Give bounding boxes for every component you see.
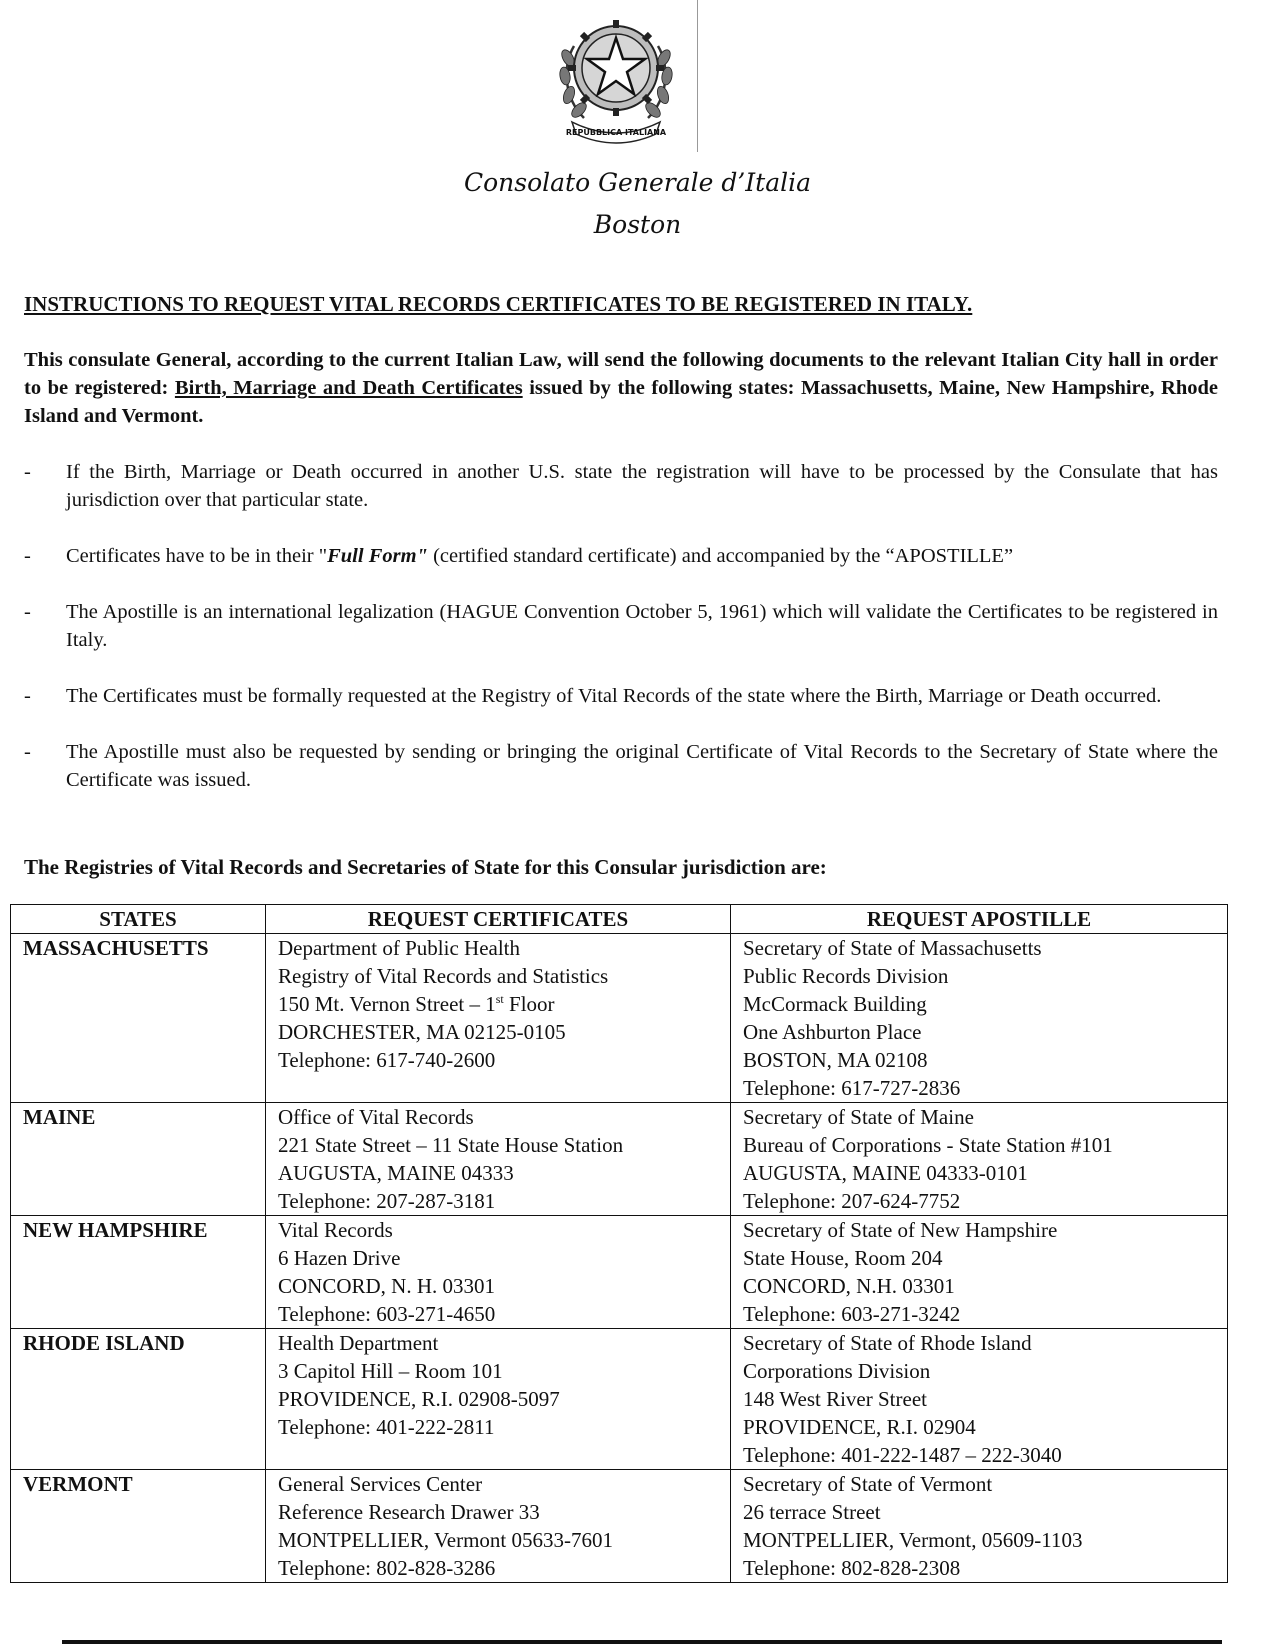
apostille-cell: Secretary of State of New Hampshire State House, Room 204 CONCORD, N.H. 03301 Telephone: 603-271-3242: [731, 1216, 1228, 1329]
certificate-cell: Health Department 3 Capitol Hill – Room 101 PROVIDENCE, R.I. 02908-5097 Telephone: 401-222-2811: [266, 1329, 731, 1470]
certificate-cell: General Services Center Reference Research Drawer 33 MONTPELLIER, Vermont 05633-7601 Telephone: 802-828-3286: [266, 1470, 731, 1583]
header-request-apostille: REQUEST APOSTILLE: [731, 905, 1228, 934]
apostille-cell: Secretary of State of Maine Bureau of Corporations - State Station #101 AUGUSTA, MAINE 04333-0101 Telephone: 207-624-7752: [731, 1103, 1228, 1216]
list-item: - The Certificates must be formally requested at the Registry of Vital Records of the state where the Birth, Marriage or Death occurred.: [24, 685, 1162, 707]
registries-heading: The Registries of Vital Records and Secretaries of State for this Consular jurisdiction are:: [24, 855, 827, 879]
table-row: [11, 934, 1228, 1103]
state-cell: VERMONT: [11, 1470, 266, 1583]
list-item: - If the Birth, Marriage or Death occurred in another U.S. state the registration will have to be processed by the Consulate that has jurisdiction over that particular state.: [24, 461, 1218, 511]
full-form-emphasis: Full Form": [327, 545, 428, 567]
apostille-cell: Secretary of State of Rhode Island Corporations Division 148 West River Street PROVIDENCE, R.I. 02904 Telephone: 401-222-1487 – 222-3040: [731, 1329, 1228, 1470]
certificate-cell: Office of Vital Records 221 State Street – 11 State House Station AUGUSTA, MAINE 04333 Telephone: 207-287-3181: [266, 1103, 731, 1216]
page-title: INSTRUCTIONS TO REQUEST VITAL RECORDS CERTIFICATES TO BE REGISTERED IN ITALY.: [24, 292, 973, 316]
apostille-cell: Secretary of State of Vermont 26 terrace Street MONTPELLIER, Vermont, 05609-1103 Telephone: 802-828-2308: [731, 1470, 1228, 1583]
header-divider: [697, 0, 698, 152]
certificate-cell: Department of Public Health Registry of Vital Records and Statistics 150 Mt. Vernon Street – 1st Floor DORCHESTER, MA 02125-0105 Telephone: 617-740-2600: [266, 934, 731, 1103]
list-item: - The Apostille is an international legalization (HAGUE Convention October 5, 1961) which will validate the Certificates to be registered in Italy.: [24, 601, 1218, 651]
table-row: [11, 1470, 1228, 1583]
header-states: STATES: [11, 905, 266, 934]
intro-paragraph: This consulate General, according to the current Italian Law, will send the following documents to the relevant Italian City hall in order to be registered: Birth, Marriage and Death Certificates issued by the following states: Massachusetts, Maine, New Hampshire, Rhode Island and Vermont.: [24, 349, 1218, 427]
instructions-list: [24, 458, 1218, 822]
consulate-city: Boston: [593, 210, 682, 239]
italian-republic-emblem: [552, 6, 680, 148]
table-row: [11, 1216, 1228, 1329]
registries-table: [10, 904, 1228, 1583]
state-cell: NEW HAMPSHIRE: [11, 1216, 266, 1329]
table-row: [11, 1329, 1228, 1470]
certificate-cell: Vital Records 6 Hazen Drive CONCORD, N. H. 03301 Telephone: 603-271-4650: [266, 1216, 731, 1329]
consulate-name: Consolato Generale d’Italia: [463, 168, 812, 197]
list-item: - The Apostille must also be requested by sending or bringing the original Certificate of Vital Records to the Secretary of State where the Certificate was issued.: [24, 741, 1218, 791]
header-request-certificates: REQUEST CERTIFICATES: [266, 905, 731, 934]
emblem-ribbon-text: REPUBBLICA ITALIANA: [565, 128, 667, 137]
intro-underlined: Birth, Marriage and Death Certificates: [174, 377, 523, 399]
state-cell: RHODE ISLAND: [11, 1329, 266, 1470]
state-cell: MASSACHUSETTS: [11, 934, 266, 1103]
list-item: - Certificates have to be in their "Full Form" (certified standard certificate) and accompanied by the “APOSTILLE”: [24, 545, 1014, 567]
state-cell: MAINE: [11, 1103, 266, 1216]
table-row: [11, 1103, 1228, 1216]
bottom-rule: [62, 1640, 1222, 1644]
table-header-row: [11, 905, 1228, 934]
apostille-cell: Secretary of State of Massachusetts Public Records Division McCormack Building One Ashburton Place BOSTON, MA 02108 Telephone: 617-727-2836: [731, 934, 1228, 1103]
